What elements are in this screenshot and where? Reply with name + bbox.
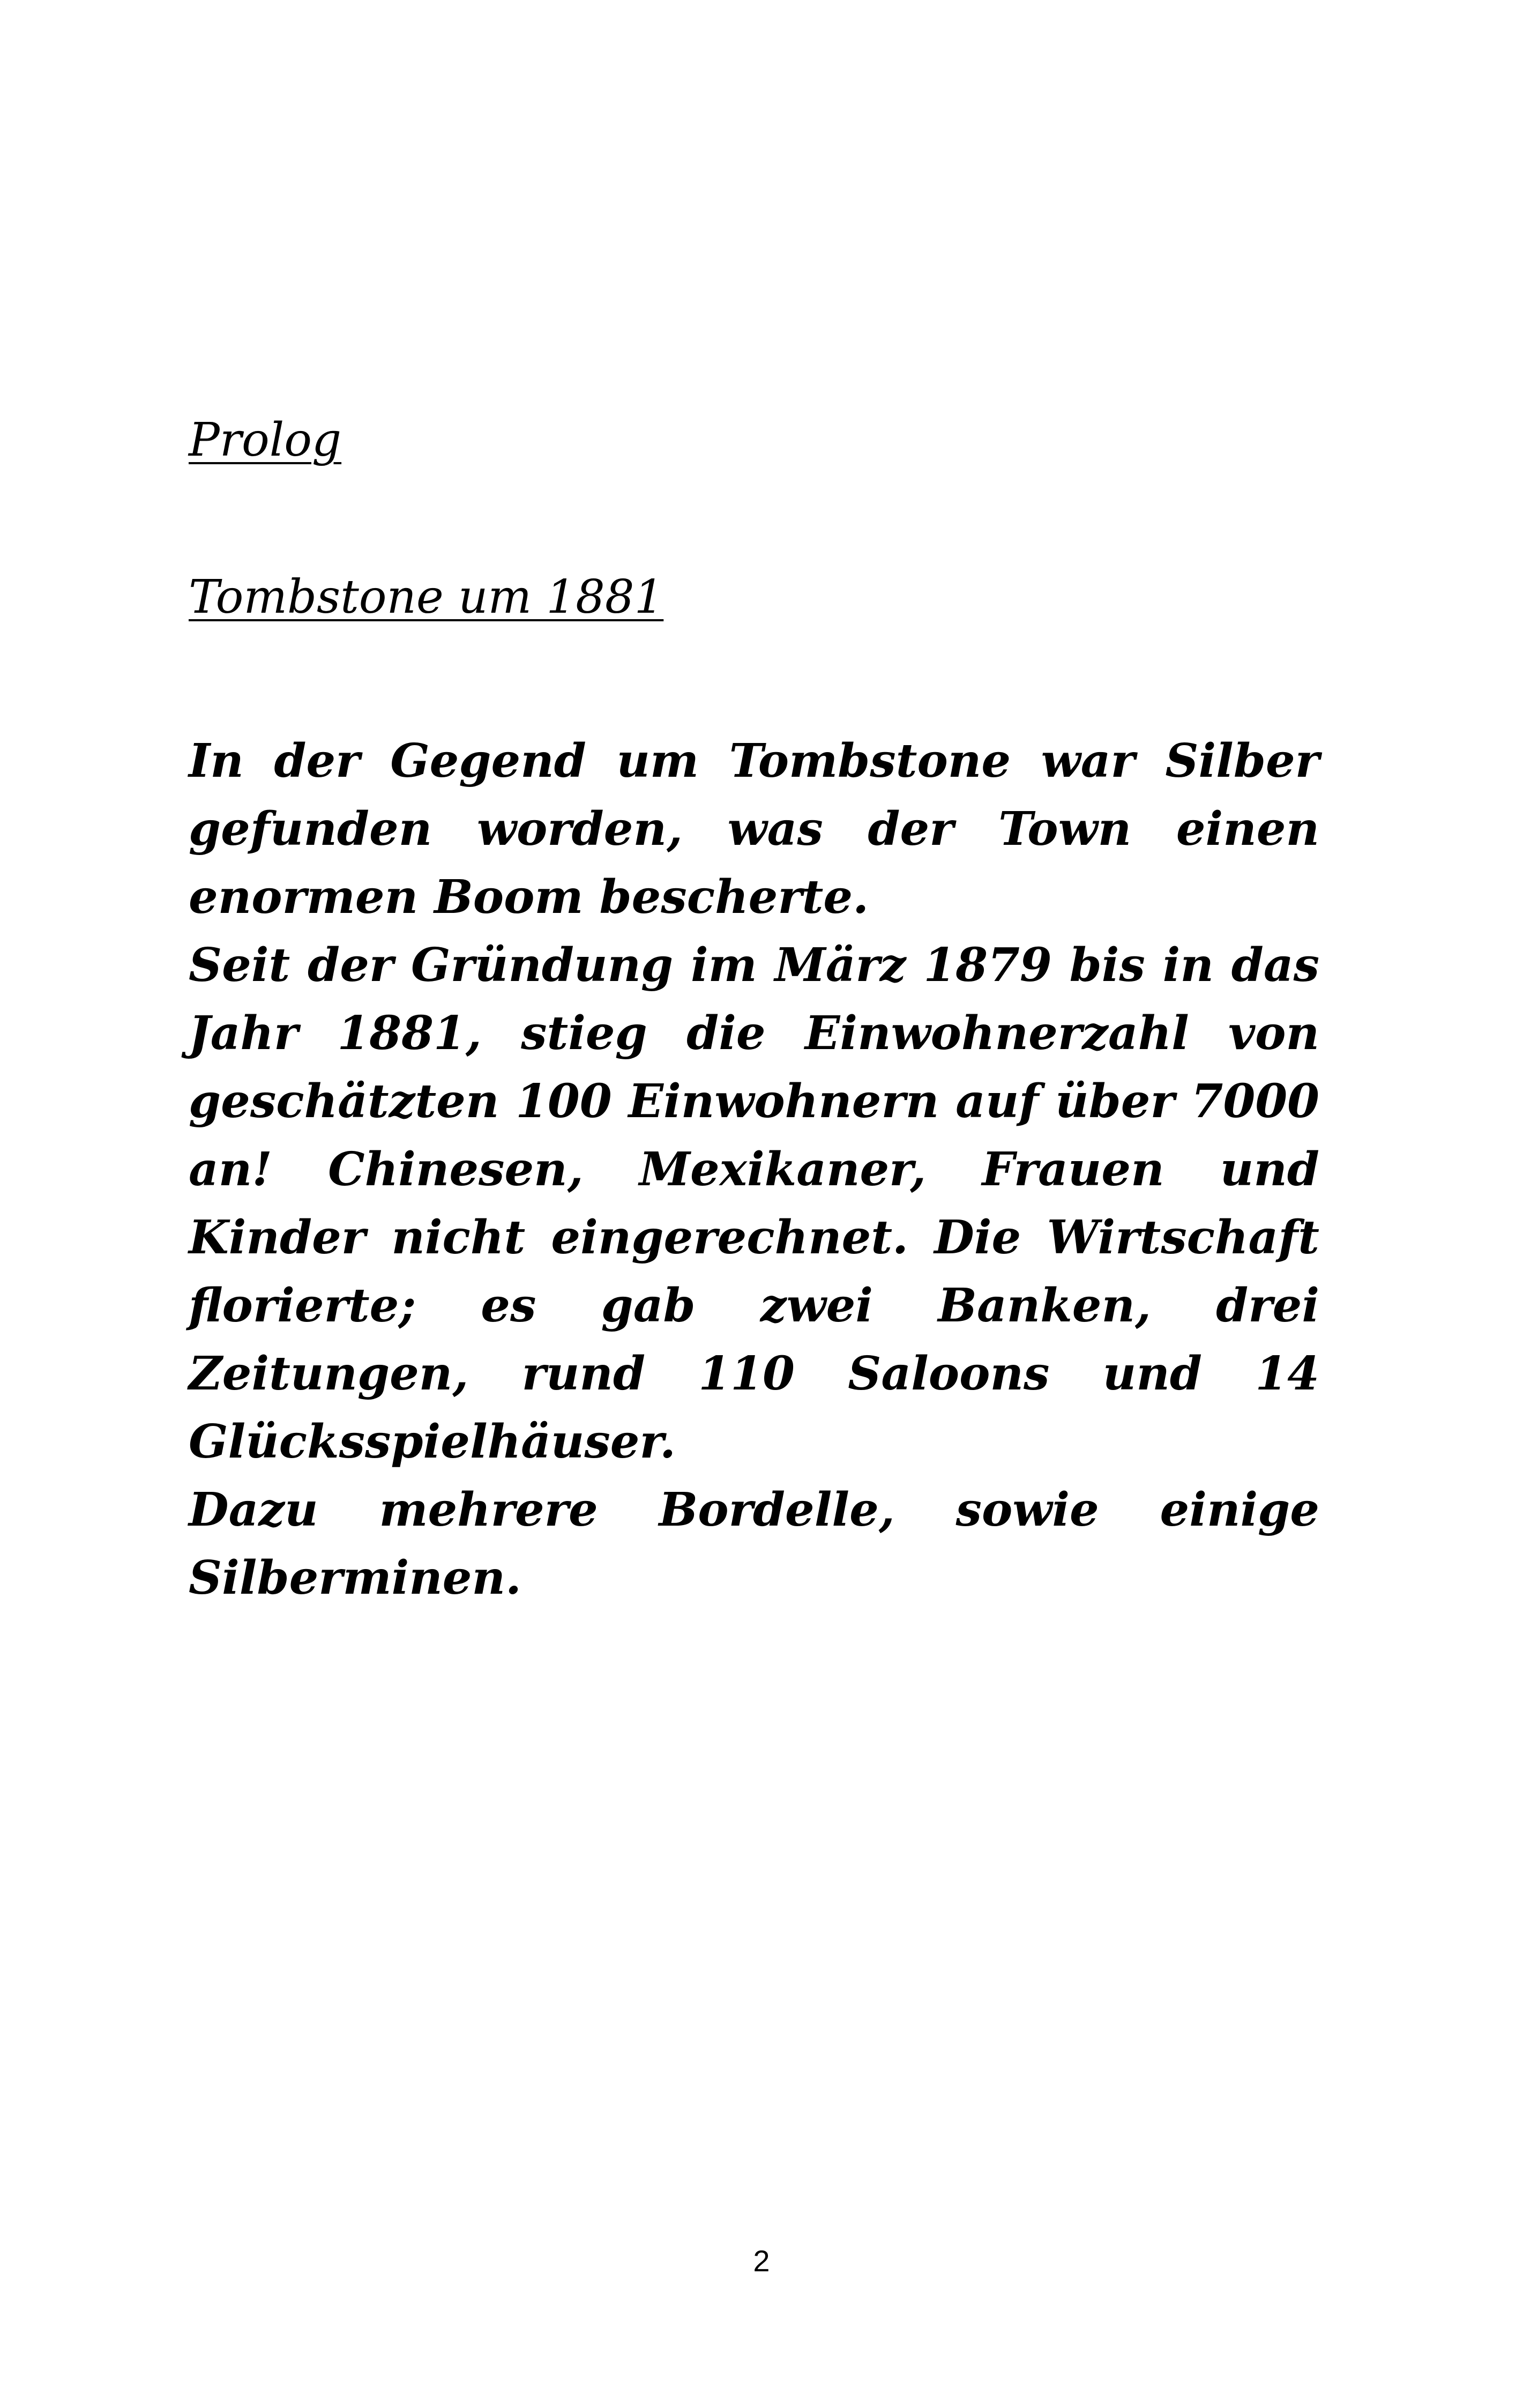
- page-content: [189, 413, 1319, 1612]
- chapter-title: Prolog: [189, 413, 342, 467]
- paragraph-3: Dazu mehrere Bordelle, sowie einige Silberminen.: [189, 1483, 1319, 1606]
- body-text: [189, 727, 1319, 1612]
- section-title: Tombstone um 1881: [189, 570, 664, 625]
- paragraph-1: In der Gegend um Tombstone war Silber gefunden worden, was der Town einen enormen Boom bescherte.: [189, 734, 1319, 925]
- page-number: 2: [753, 2244, 770, 2278]
- paragraph-2: Seit der Gründung im März 1879 bis in das Jahr 1881, stieg die Einwohnerzahl von geschätzten 100 Einwohnern auf über 7000 an! Chinesen, Mexikaner, Frauen und Kinder nicht eingerechnet. Die Wirtschaft florierte; es gab zwei Banken, drei Zeitungen, rund 110 Saloons und 14 Glücksspielhäuser.: [189, 938, 1319, 1469]
